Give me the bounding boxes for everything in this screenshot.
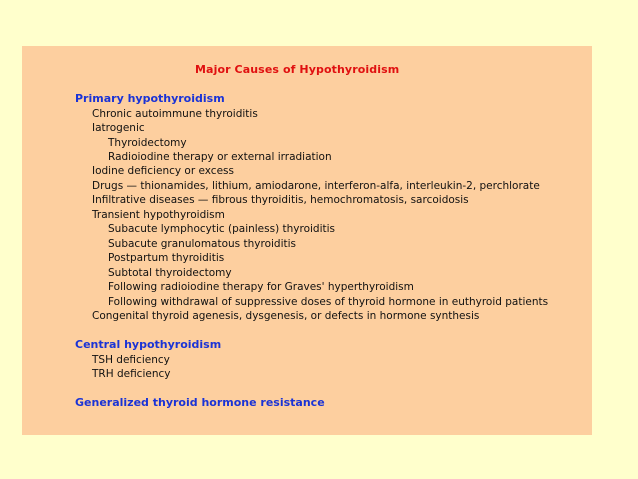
list-item: Following radioiodine therapy for Graves' hyperthyroidism xyxy=(108,281,414,293)
section-heading-primary: Primary hypothyroidism xyxy=(75,92,225,105)
section-heading-resistance: Generalized thyroid hormone resistance xyxy=(75,396,325,409)
list-item: Postpartum thyroiditis xyxy=(108,252,225,264)
list-item: Iodine deficiency or excess xyxy=(92,165,234,177)
list-item: Infiltrative diseases — fibrous thyroiditis, hemochromatosis, sarcoidosis xyxy=(92,194,469,206)
list-item: Subtotal thyroidectomy xyxy=(108,267,232,279)
list-item: Subacute granulomatous thyroiditis xyxy=(108,238,296,250)
list-item: Following withdrawal of suppressive doses of thyroid hormone in euthyroid patients xyxy=(108,296,549,308)
list-item: Congenital thyroid agenesis, dysgenesis, or defects in hormone synthesis xyxy=(92,310,480,322)
list-item: Chronic autoimmune thyroiditis xyxy=(92,108,258,120)
slide-panel xyxy=(22,46,592,435)
list-item: Drugs — thionamides, lithium, amiodarone, interferon-alfa, interleukin-2, perchlorate xyxy=(92,180,540,192)
list-item: TSH deficiency xyxy=(92,354,170,366)
list-item: TRH deficiency xyxy=(92,368,171,380)
list-item: Transient hypothyroidism xyxy=(92,209,225,221)
list-item: Iatrogenic xyxy=(92,122,145,134)
slide-title: Major Causes of Hypothyroidism xyxy=(195,63,400,76)
section-heading-central: Central hypothyroidism xyxy=(75,338,222,351)
list-item: Subacute lymphocytic (painless) thyroiditis xyxy=(108,223,336,235)
list-item: Radioiodine therapy or external irradiation xyxy=(108,151,332,163)
list-item: Thyroidectomy xyxy=(108,137,187,149)
